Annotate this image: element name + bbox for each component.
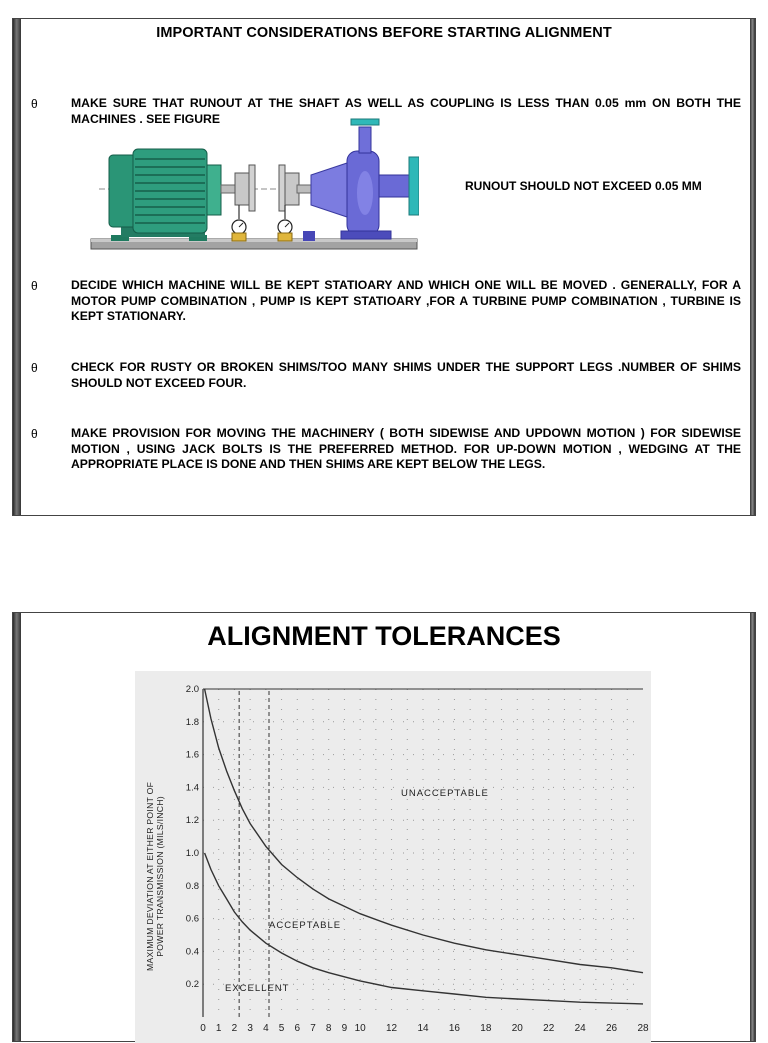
x-tick-label: 14: [417, 1023, 429, 1034]
x-tick-label: 4: [263, 1023, 269, 1034]
x-tick-label: 16: [448, 1023, 460, 1034]
x-tick-label: 22: [543, 1023, 555, 1034]
slide-right-border: [750, 19, 755, 515]
y-tick-label: 1.0: [185, 848, 199, 859]
pump: [303, 119, 419, 241]
x-tick-label: 18: [480, 1023, 492, 1034]
y-axis-label-line: MAXIMUM DEVIATION AT EITHER POINT OF: [145, 781, 155, 971]
y-tick-label: 1.8: [185, 716, 199, 728]
x-tick-label: 28: [637, 1023, 649, 1034]
motor-pump-figure: [89, 115, 419, 253]
slide-title: IMPORTANT CONSIDERATIONS BEFORE STARTING ALIGNMENT: [156, 25, 612, 41]
y-tick-label: 0.4: [185, 946, 199, 958]
motor: [109, 149, 221, 241]
bullet-icon: θ: [31, 97, 38, 111]
y-tick-label: 0.8: [185, 880, 199, 892]
figure-note: RUNOUT SHOULD NOT EXCEED 0.05 MM: [465, 179, 702, 193]
dial-indicator-icon: [232, 205, 246, 241]
y-tick-label: 0.6: [185, 913, 199, 925]
x-tick-label: 24: [574, 1023, 586, 1034]
y-tick-label: 0.2: [185, 979, 199, 991]
x-tick-label: 10: [354, 1023, 366, 1034]
y-tick-label: 1.6: [185, 749, 199, 761]
x-tick-label: 26: [606, 1023, 618, 1034]
x-tick-label: 8: [325, 1023, 332, 1034]
x-tick-label: 20: [511, 1023, 523, 1034]
y-tick-label: 1.4: [185, 782, 199, 794]
x-tick-label: 12: [386, 1023, 398, 1034]
point-stationary-machine: DECIDE WHICH MACHINE WILL BE KEPT STATIOARY AND WHICH ONE WILL BE MOVED . GENERALLY, FOR A MOTOR PUMP COMBINATION , PUMP IS KEPT STATIOARY ,FOR A TURBINE PUMP COMBINATION , TURBINE IS KEPT STATIONARY.: [71, 278, 741, 323]
bullet-icon: θ: [31, 361, 38, 375]
tolerance-chart: [135, 671, 651, 1043]
chart-plot: [135, 671, 651, 1043]
y-tick-label: 1.2: [185, 815, 199, 827]
x-tick-label: 7: [310, 1023, 316, 1034]
x-tick-label: 6: [294, 1023, 301, 1034]
slide-left-border: [13, 613, 21, 1041]
region-label-acceptable: ACCEPTABLE: [269, 920, 342, 931]
x-tick-label: 3: [247, 1023, 253, 1034]
bullet-icon: θ: [31, 427, 38, 441]
x-tick-label: 9: [341, 1023, 348, 1034]
x-tick-label: 1: [215, 1023, 222, 1034]
region-label-unacceptable: UNACCEPTABLE: [401, 788, 489, 799]
slide-considerations: [12, 18, 756, 516]
slide-title: ALIGNMENT TOLERANCES: [207, 621, 561, 651]
slide-tolerances: [12, 612, 756, 1042]
slide-left-border: [13, 19, 21, 515]
y-axis-label-line: POWER TRANSMISSION (MILS/INCH): [155, 796, 165, 957]
y-tick-label: 2.0: [185, 684, 199, 695]
point-runout: MAKE SURE THAT RUNOUT AT THE SHAFT AS WELL AS COUPLING IS LESS THAN 0.05 mm ON BOTH THE MACHINES . SEE FIGURE: [71, 96, 741, 126]
region-label-excellent: EXCELLENT: [225, 983, 290, 994]
slide-right-border: [750, 613, 755, 1041]
x-tick-label: 5: [278, 1023, 285, 1034]
x-tick-label: 2: [231, 1023, 238, 1034]
bullet-icon: θ: [31, 279, 38, 293]
point-moving-provision: MAKE PROVISION FOR MOVING THE MACHINERY ( BOTH SIDEWISE AND UPDOWN MOTION ) FOR SIDEWISE MOTION , USING JACK BOLTS IS THE PREFERRED METHOD. FOR UP-DOWN MOTION , WEDGING AT THE APPROPRIATE PLACE IS DONE AND THEN SHIMS ARE KEPT BELOW THE LEGS.: [71, 426, 741, 471]
y-axis-label: [145, 782, 165, 971]
x-tick-label: 0: [200, 1023, 206, 1034]
point-shims: CHECK FOR RUSTY OR BROKEN SHIMS/TOO MANY SHIMS UNDER THE SUPPORT LEGS .NUMBER OF SHIMS SHOULD NOT EXCEED FOUR.: [71, 360, 741, 390]
